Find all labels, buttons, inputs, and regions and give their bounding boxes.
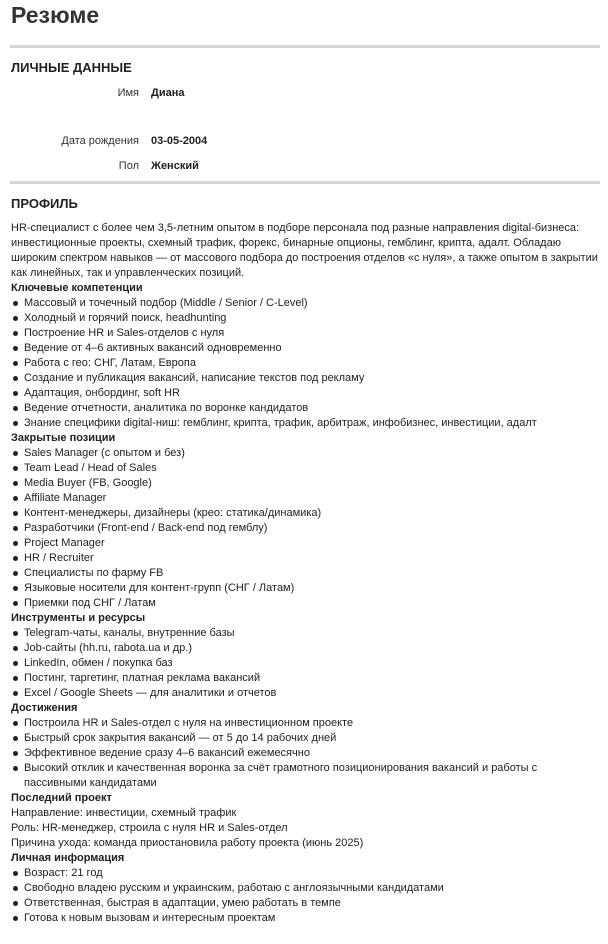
- list-item: Постинг, таргетинг, платная реклама вакансий: [11, 671, 598, 686]
- last-project-line: Направление: инвестиции, схемный трафик: [11, 807, 237, 819]
- last-project-line: Роль: HR-менеджер, строила с нуля HR и Sales-отдел: [11, 822, 288, 834]
- list-item: Возраст: 21 год: [11, 866, 598, 881]
- list-item: Excel / Google Sheets — для аналитики и отчетов: [11, 686, 598, 701]
- list-item: Team Lead / Head of Sales: [11, 461, 598, 476]
- profile-heading: ПРОФИЛЬ: [11, 196, 78, 211]
- achievements-list: [11, 716, 598, 791]
- list-item: Эффективное ведение сразу 4–6 вакансий ежемесячно: [11, 746, 598, 761]
- tools-list: [11, 626, 598, 701]
- birth-label: Дата рождения: [61, 135, 139, 147]
- list-item: Создание и публикация вакансий, написание текстов под рекламу: [11, 371, 598, 386]
- list-item: Высокий отклик и качественная воронка за счёт грамотного позиционирования вакансий и работы с пассивными кандидатами: [11, 761, 598, 791]
- list-item: Ответственная, быстрая в адаптации, умею работать в темпе: [11, 896, 598, 911]
- page-title: Резюме: [11, 2, 100, 28]
- last-project-line: Причина ухода: команда приостановила работу проекта (июнь 2025): [11, 837, 364, 849]
- list-item: Специалисты по фарму FB: [11, 566, 598, 581]
- list-item: Готова к новым вызовам и интересным проектам: [11, 911, 598, 926]
- list-item: Media Buyer (FB, Google): [11, 476, 598, 491]
- list-item: Project Manager: [11, 536, 598, 551]
- list-item: Построение HR и Sales-отделов с нуля: [11, 326, 598, 341]
- list-item: Свободно владею русским и украинским, работаю с англоязычными кандидатами: [11, 881, 598, 896]
- positions-list: [11, 446, 598, 611]
- positions-title: Закрытые позиции: [11, 432, 116, 444]
- list-item: Быстрый срок закрытия вакансий — от 5 до 14 рабочих дней: [11, 731, 598, 746]
- name-row: [11, 86, 598, 100]
- list-item: Разработчики (Front-end / Back-end под гемблу): [11, 521, 598, 536]
- competencies-list: [11, 296, 598, 431]
- list-item: LinkedIn, обмен / покупка баз: [11, 656, 598, 671]
- tools-title: Инструменты и ресурсы: [11, 612, 146, 624]
- divider: [10, 45, 600, 48]
- list-item: Языковые носители для контент-групп (СНГ / Латам): [11, 581, 598, 596]
- list-item: Ведение от 4–6 активных вакансий одновременно: [11, 341, 598, 356]
- list-item: Telegram-чаты, каналы, внутренние базы: [11, 626, 598, 641]
- list-item: Массовый и точечный подбор (Middle / Senior / C-Level): [11, 296, 598, 311]
- list-item: Работа с гео: СНГ, Латам, Европа: [11, 356, 598, 371]
- name-label: Имя: [117, 87, 139, 99]
- gender-label: Пол: [118, 160, 139, 172]
- list-item: HR / Recruiter: [11, 551, 598, 566]
- gender-value: Женский: [151, 160, 199, 172]
- list-item: Контент-менеджеры, дизайнеры (крео: статика/динамика): [11, 506, 598, 521]
- name-value: Диана: [151, 87, 185, 99]
- list-item: Холодный и горячий поиск, headhunting: [11, 311, 598, 326]
- list-item: Построила HR и Sales-отдел с нуля на инвестиционном проекте: [11, 716, 598, 731]
- profile-intro: HR-специалист с более чем 3,5-летним опытом в подборе персонала под разные направления digital-бизнеса: инвестиционные проекты, схемный трафик, форекс, бинарные опционы, гемблинг, крипта, адалт. Обладаю широким спектром навыков — от массового подбора до построения отделов «с нуля», а также опытом в закрытии как линейных, так и управленческих позиций.: [11, 222, 598, 279]
- list-item: Ведение отчетности, аналитика по воронке кандидатов: [11, 401, 598, 416]
- list-item: Знание специфики digital-ниш: гемблинг, крипта, трафик, арбитраж, инфобизнес, инвестиции, адалт: [11, 416, 598, 431]
- list-item: Affiliate Manager: [11, 491, 598, 506]
- competencies-title: Ключевые компетенции: [11, 282, 143, 294]
- personal-info-title: Личная информация: [11, 852, 125, 864]
- last-project-title: Последний проект: [11, 792, 112, 804]
- birth-row: [11, 134, 598, 148]
- gender-row: [11, 159, 598, 173]
- list-item: Приемки под СНГ / Латам: [11, 596, 598, 611]
- achievements-title: Достижения: [11, 702, 78, 714]
- profile-section: [11, 221, 598, 926]
- birth-value: 03-05-2004: [151, 135, 208, 147]
- list-item: Sales Manager (с опытом и без): [11, 446, 598, 461]
- personal-heading: ЛИЧНЫЕ ДАННЫЕ: [11, 60, 132, 75]
- list-item: Адаптация, онбординг, soft HR: [11, 386, 598, 401]
- list-item: Job-сайты (hh.ru, rabota.ua и др.): [11, 641, 598, 656]
- personal-info-list: [11, 866, 598, 926]
- divider: [10, 181, 600, 184]
